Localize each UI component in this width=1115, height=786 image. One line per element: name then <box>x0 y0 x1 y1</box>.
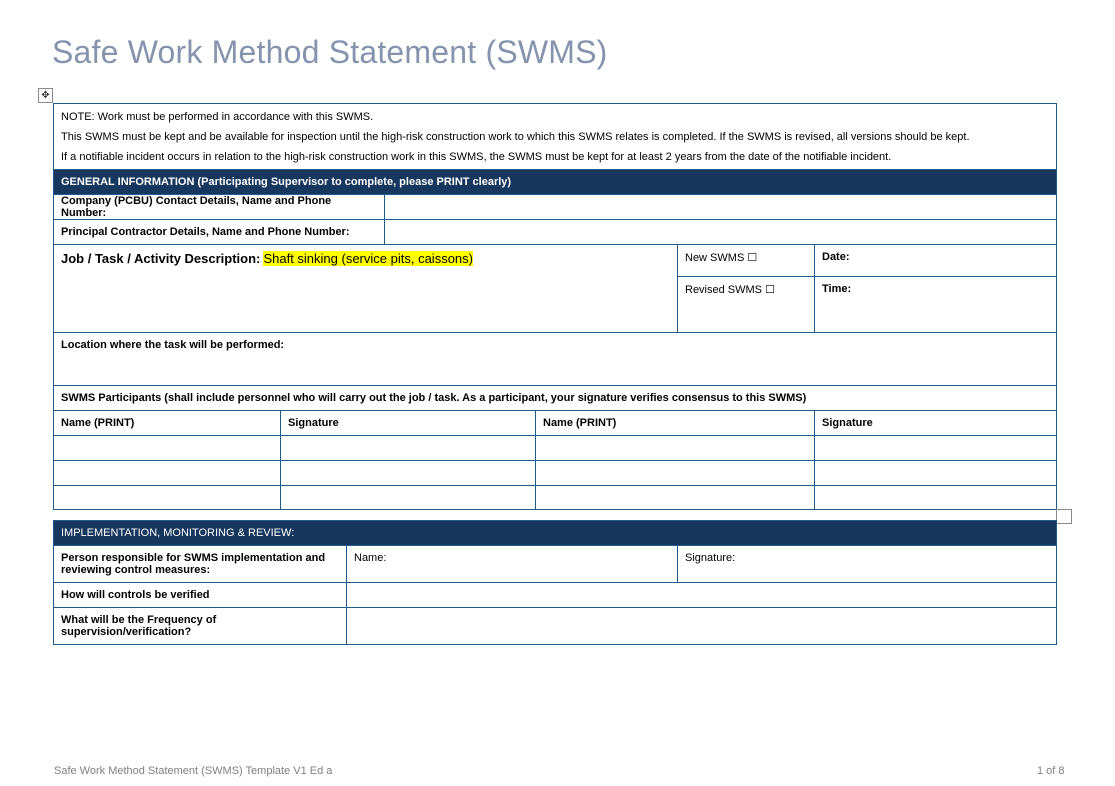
new-swms-checkbox[interactable]: New SWMS ☐ <box>678 245 815 277</box>
participant-name-cell[interactable] <box>536 461 815 486</box>
participant-signature-cell[interactable] <box>815 461 1057 486</box>
participants-header: SWMS Participants (shall include personnel who will carry out the job / task. As a participant, your signature verifies consensus to this SWMS) <box>54 386 1057 411</box>
participant-signature-cell[interactable] <box>281 461 536 486</box>
responsible-person-label: Person responsible for SWMS implementation and reviewing control measures: <box>54 546 347 583</box>
implementation-table <box>53 520 1057 645</box>
frequency-label: What will be the Frequency of supervision/verification? <box>54 608 347 645</box>
participant-name-cell[interactable] <box>54 461 281 486</box>
job-description-value: Shaft sinking (service pits, caissons) <box>263 251 473 266</box>
job-description-label: Job / Task / Activity Description: <box>61 251 261 266</box>
participant-signature-header-1: Signature <box>281 411 536 436</box>
participant-name-header-1: Name (PRINT) <box>54 411 281 436</box>
location-field[interactable]: Location where the task will be performed: <box>54 333 1057 386</box>
note-cell <box>54 104 1057 170</box>
principal-contractor-field[interactable] <box>385 220 1057 245</box>
verification-label: How will controls be verified <box>54 583 347 608</box>
note-line-1: NOTE: Work must be performed in accordance with this SWMS. <box>61 111 374 123</box>
participant-name-cell[interactable] <box>54 436 281 461</box>
company-contact-label: Company (PCBU) Contact Details, Name and Phone Number: <box>54 195 385 220</box>
participant-signature-header-2: Signature <box>815 411 1057 436</box>
note-line-3: If a notifiable incident occurs in relation to the high-risk construction work in this SWMS, the SWMS must be kept for at least 2 years from the date of the notifiable incident. <box>61 151 892 163</box>
participant-name-cell[interactable] <box>536 436 815 461</box>
responsible-name-field[interactable]: Name: <box>347 546 678 583</box>
note-line-2: This SWMS must be kept and be available for inspection until the high-risk construction work to which this SWMS relates is completed. If the SWMS is revised, all versions should be kept. <box>61 131 970 143</box>
company-contact-field[interactable] <box>385 195 1057 220</box>
time-field[interactable]: Time: <box>815 277 1057 333</box>
date-field[interactable]: Date: <box>815 245 1057 277</box>
table-move-handle-icon[interactable]: ✥ <box>38 88 53 103</box>
participant-row <box>54 461 1057 486</box>
participant-row <box>54 486 1057 510</box>
principal-contractor-label: Principal Contractor Details, Name and Phone Number: <box>54 220 385 245</box>
responsible-signature-field[interactable]: Signature: <box>678 546 1057 583</box>
participant-name-cell[interactable] <box>536 486 815 510</box>
participant-signature-cell[interactable] <box>815 436 1057 461</box>
document-title: Safe Work Method Statement (SWMS) <box>52 34 608 70</box>
participant-name-header-2: Name (PRINT) <box>536 411 815 436</box>
participant-signature-cell[interactable] <box>281 436 536 461</box>
participant-name-cell[interactable] <box>54 486 281 510</box>
job-description-cell[interactable] <box>54 245 678 333</box>
participant-row <box>54 436 1057 461</box>
implementation-header: IMPLEMENTATION, MONITORING & REVIEW: <box>54 521 1057 546</box>
general-information-table <box>53 103 1057 510</box>
table-end-marker <box>1056 509 1072 524</box>
participant-signature-cell[interactable] <box>815 486 1057 510</box>
participant-signature-cell[interactable] <box>281 486 536 510</box>
footer-template-name: Safe Work Method Statement (SWMS) Template V1 Ed a <box>54 765 333 777</box>
footer-page-number: 1 of 8 <box>1037 765 1065 777</box>
verification-field[interactable] <box>347 583 1057 608</box>
revised-swms-checkbox[interactable]: Revised SWMS ☐ <box>678 277 815 333</box>
frequency-field[interactable] <box>347 608 1057 645</box>
general-information-header: GENERAL INFORMATION (Participating Supervisor to complete, please PRINT clearly) <box>54 170 1057 195</box>
